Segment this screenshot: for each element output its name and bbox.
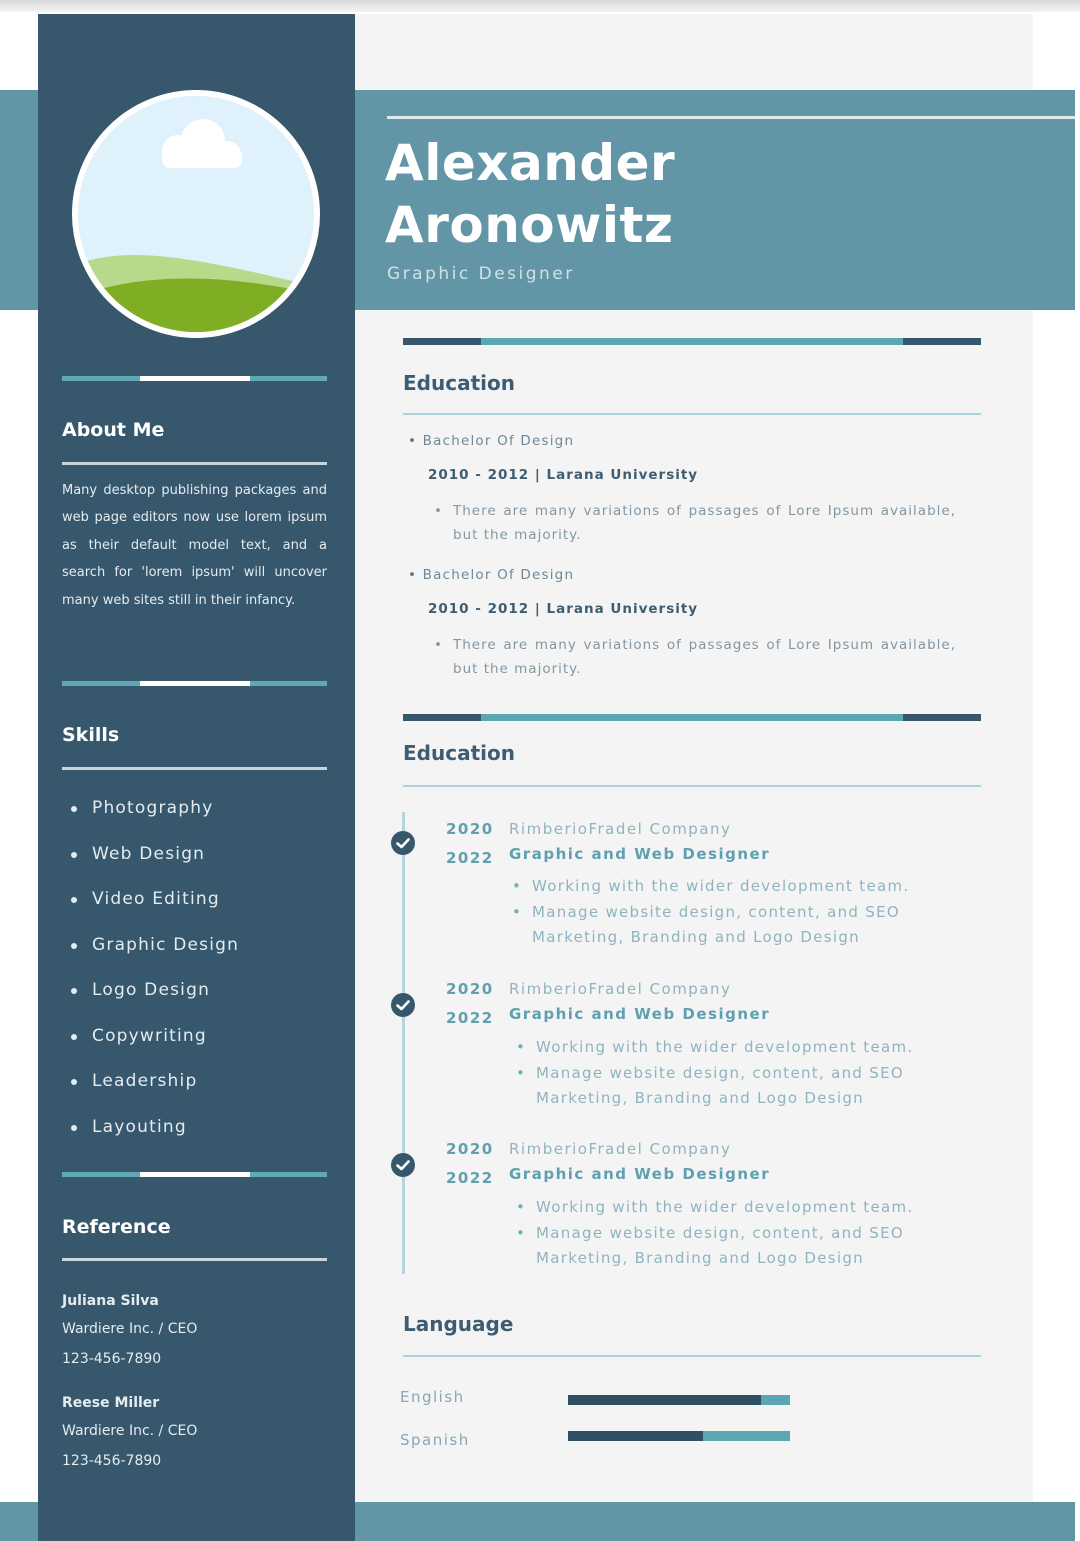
reference-rule [62,1258,327,1261]
skill-item: Video Editing [68,885,239,931]
language-name: Spanish [400,1431,470,1449]
about-heading: About Me [62,419,165,441]
language-level-bar [568,1395,790,1405]
experience-heading: Education [403,741,515,765]
last-name: Aronowitz [385,196,674,254]
reference-heading: Reference [62,1216,171,1238]
job-year-start: 2020 [446,820,494,838]
landscape-photo-icon [72,90,320,338]
about-text: Many desktop publishing packages and web page editors now use lorem ipsum as their default model text, and a search for 'lorem ipsum' will uncover many web sites still in their infancy. [62,483,327,608]
language-level-fill [568,1395,761,1405]
experience-rule [403,785,981,787]
skill-item: Photography [68,794,239,840]
skill-item: Leadership [68,1067,239,1113]
resume-header [355,90,1075,310]
degree-title: • Bachelor Of Design [408,567,574,583]
reference-entry [62,1288,197,1374]
check-circle-icon [391,831,415,855]
language-level-bar [568,1431,790,1441]
first-name: Alexander [385,134,676,192]
job-company: RimberioFradel Company [509,980,732,998]
job-duty: • Manage website design, content, and SEO Marketing, Branding and Logo Design [514,1061,964,1112]
skill-item: Layouting [68,1113,239,1159]
skill-item: Logo Design [68,976,239,1022]
job-duties [514,1195,964,1272]
job-duties [510,874,960,951]
experience-bar [403,714,981,721]
top-edge [0,0,1080,12]
degree-years: 2010 - 2012 | Larana University [428,601,699,617]
check-circle-icon [391,993,415,1017]
job-year-end: 2022 [446,849,494,867]
job-year-start: 2020 [446,980,494,998]
job-role: Graphic and Web Designer [509,1165,771,1183]
education-bar [403,338,981,345]
job-year-end: 2022 [446,1009,494,1027]
education-heading: Education [403,371,515,395]
language-heading: Language [403,1312,514,1336]
job-duty: • Working with the wider development team. [514,1195,964,1221]
section-divider [62,1172,327,1177]
reference-phone: 123-456-7890 [62,1453,162,1469]
sidebar [38,14,355,1541]
degree-title: • Bachelor Of Design [408,433,574,449]
section-divider [62,681,327,686]
full-name [385,132,675,256]
job-company: RimberioFradel Company [509,1140,732,1158]
job-duty: • Manage website design, content, and SEO Marketing, Branding and Logo Design [514,1221,964,1272]
language-level-fill [568,1431,703,1441]
skill-item: Copywriting [68,1022,239,1068]
reference-entry [62,1390,197,1476]
skills-list [68,794,239,1158]
job-year-end: 2022 [446,1169,494,1187]
reference-company: Wardiere Inc. / CEO [62,1423,198,1439]
education-rule [403,413,981,415]
check-circle-icon [391,1153,415,1177]
reference-phone: 123-456-7890 [62,1351,162,1367]
job-duties [514,1035,964,1112]
reference-name: Reese Miller [62,1395,160,1411]
degree-description: • There are many variations of passages of Lore Ipsum available, but the majority. [432,499,956,547]
job-duty: • Manage website design, content, and SEO Marketing, Branding and Logo Design [510,900,960,951]
header-line [387,116,1075,119]
skill-item: Web Design [68,840,239,886]
skills-heading: Skills [62,724,120,746]
left-accent-band [0,90,40,310]
about-rule [62,462,327,465]
job-duty: • Working with the wider development team. [510,874,960,900]
experience-timeline [402,812,405,1274]
skills-rule [62,767,327,770]
reference-name: Juliana Silva [62,1293,159,1309]
skill-item: Graphic Design [68,931,239,977]
reference-company: Wardiere Inc. / CEO [62,1321,198,1337]
job-title: Graphic Designer [387,264,575,284]
job-role: Graphic and Web Designer [509,845,771,863]
degree-description: • There are many variations of passages of Lore Ipsum available, but the majority. [432,633,956,681]
degree-years: 2010 - 2012 | Larana University [428,467,699,483]
job-company: RimberioFradel Company [509,820,732,838]
language-rule [403,1355,981,1357]
language-name: English [400,1388,465,1406]
section-divider [62,376,327,381]
job-role: Graphic and Web Designer [509,1005,771,1023]
job-year-start: 2020 [446,1140,494,1158]
job-duty: • Working with the wider development team. [514,1035,964,1061]
